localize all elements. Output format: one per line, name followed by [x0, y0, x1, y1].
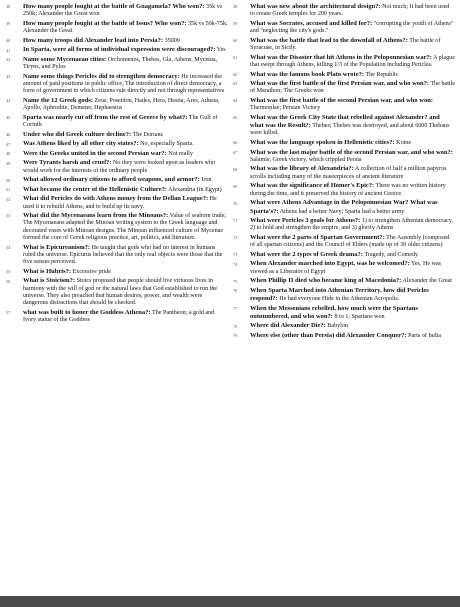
- qa-item: [6, 46, 228, 54]
- item-number: 60: [233, 38, 238, 44]
- answer-text: "corrupting the youth of Athens" and "neglecting the city's gods.": [250, 20, 454, 35]
- answer-text: 1) to strengthen Athenian democracy, 2) to hold and strengthen the empire, and 3) glorify Athens: [250, 218, 453, 232]
- item-number: 51: [6, 187, 11, 193]
- qa-item: [233, 287, 455, 304]
- item-number: 71: [233, 218, 238, 224]
- qa-item: [233, 305, 455, 322]
- question-text: What is Epicureanism?:: [23, 243, 91, 251]
- item-number: 68: [233, 166, 238, 172]
- item-number: 45: [6, 115, 11, 121]
- qa-item: [233, 199, 455, 216]
- item-number: 44: [6, 98, 11, 104]
- item-number: 55: [6, 269, 11, 275]
- question-text: When the Messenians rebelled, how much were the Spartans outnumbered, and who won?:: [250, 304, 418, 320]
- qa-item: [6, 131, 228, 139]
- question-text: What were the 2 types of Greek drama?:: [250, 250, 363, 258]
- answer-text: A collection of half a million papyrus scrolls including many of the masterpieces of ancient literature: [250, 166, 447, 180]
- question-text: What were Pericles 3 goals for Athens?:: [250, 217, 361, 225]
- answer-text: The battle of Syracuse, in Sicily.: [250, 37, 441, 52]
- item-number: 56: [6, 278, 11, 284]
- qa-item: [233, 322, 455, 330]
- item-number: 67: [233, 149, 238, 155]
- item-number: 52: [6, 196, 11, 202]
- qa-item: [6, 114, 228, 130]
- question-text: What was the battle that lead to the downfall of Athens?:: [250, 36, 408, 44]
- qa-item: [233, 149, 455, 165]
- answer-text: Iron: [199, 177, 212, 184]
- qa-item: [233, 332, 455, 340]
- question-text: What was the first battle of the first Persian war, and who won?:: [250, 80, 430, 88]
- item-number: 46: [6, 132, 11, 138]
- answer-text: Yes: [215, 47, 226, 54]
- item-number: 50: [6, 177, 11, 183]
- qa-item: [233, 37, 455, 53]
- qa-item: [6, 140, 228, 148]
- question-text: What was the last major battle of the second Persian war, and who won?:: [250, 148, 453, 156]
- qa-item: [6, 309, 228, 325]
- question-text: What were the 2 parts of Spartan Government?:: [250, 233, 385, 241]
- question-text: Where did Alexander Die?:: [250, 322, 326, 330]
- question-text: Name some Mycenaean cities:: [23, 55, 107, 63]
- question-text: How many people fought at the battle of Guagamela? Who won?:: [23, 3, 205, 10]
- answer-text: He had everyone Hide in the Athenian Acropolis.: [277, 296, 400, 303]
- answer-text: Value of seaborn trade; The Mycenaeans adapted the Minoan writing system to the Greek language and decorated vases with Minoan designs. The Minoan influenced culture of Mycenae formed the core of Greek religious practice, art, politics, and literature.: [23, 213, 226, 242]
- qa-item: [6, 176, 228, 184]
- question-text: What was the library of Alexandria?:: [250, 165, 354, 173]
- item-number: 77: [233, 305, 238, 311]
- answer-text: Alexander the Great: [401, 278, 452, 285]
- answer-text: No they were looked upon as leaders who would work for the interests of the ordinary people: [23, 160, 216, 174]
- qa-item: [6, 97, 228, 113]
- question-text: Were the Greeks united in the second Persian war?:: [23, 149, 167, 157]
- question-text: What did the Mycenaeans learn from the Minoans?:: [23, 212, 169, 220]
- qa-item: [233, 3, 455, 19]
- answer-text: Parts of India: [406, 333, 441, 339]
- answer-text: There was no written history during the time, and it preserved the history of ancient Greece.: [250, 183, 446, 197]
- answer-text: The Republic: [364, 71, 399, 78]
- question-text: What were Athens Advantage in the Peloponnesian War? What was Sparta's?:: [250, 199, 438, 215]
- question-text: Where else (other than Persia) did Alexander Conquer?:: [250, 332, 407, 339]
- answer-text: 8 to 1; Spartans won: [332, 313, 385, 320]
- answer-text: The Pantheon; a gold and Ivory statue of the Goddess: [23, 309, 215, 324]
- question-text: How many people fought at the battle of Issus? Who won?:: [23, 19, 187, 27]
- item-number: 39: [6, 21, 11, 27]
- qa-item: [6, 73, 228, 96]
- item-number: 73: [233, 252, 238, 258]
- question-text: How many troops did Alexander lead into Persia?:: [23, 36, 164, 44]
- answer-text: Tragedy, and Comedy: [362, 251, 419, 258]
- answer-text: The battle of Marathon; The Greeks won: [250, 81, 455, 95]
- answer-text: The Gulf of Corinth: [23, 114, 218, 129]
- item-number: 61: [233, 55, 238, 61]
- qa-item: [233, 234, 455, 250]
- question-text: What was the language spoken in Hellenistic cities?:: [250, 139, 395, 146]
- answer-text: Thebes; Thebes was destroyed, and about 6000 Thebans were killed.: [250, 123, 450, 137]
- qa-item: [233, 260, 455, 276]
- qa-item: [233, 114, 455, 138]
- question-text: What became the center of the Hellenistic Culture?:: [23, 185, 167, 193]
- item-number: 65: [233, 115, 238, 121]
- item-number: 74: [233, 261, 238, 267]
- item-number: 79: [233, 333, 238, 339]
- item-number: 75: [233, 278, 238, 284]
- answer-text: He taught that gods who had no interest in humans ruled the universe. Epicurus believed that the only real objects were those that the five senses perceived.: [23, 244, 223, 266]
- question-text: When Phillip II died who became king of Macedonia?:: [250, 277, 402, 285]
- qa-item: [6, 37, 228, 45]
- answer-text: 35k vs 250k; Alexander the Great won: [23, 4, 223, 18]
- item-number: 78: [233, 323, 238, 329]
- item-number: 58: [233, 4, 238, 10]
- left-column: [6, 3, 228, 326]
- item-number: 43: [6, 74, 11, 80]
- question-text: What is Hubris?:: [23, 267, 72, 275]
- answer-text: The Dorians: [131, 131, 163, 138]
- qa-item: [233, 277, 455, 285]
- question-text: Name the 12 Greek gods:: [23, 96, 93, 104]
- qa-item: [6, 150, 228, 158]
- item-number: 41: [6, 47, 11, 53]
- item-number: 38: [6, 4, 11, 10]
- answer-text: Orchomenos, Thebes, Gla, Athens, Mycenia, Tiryns, and Pylos: [23, 56, 218, 71]
- item-number: 49: [6, 160, 11, 166]
- item-number: 48: [6, 151, 11, 157]
- item-number: 42: [6, 57, 11, 63]
- qa-item: [6, 3, 228, 19]
- qa-item: [233, 20, 455, 36]
- item-number: 72: [233, 235, 238, 241]
- qa-item: [6, 277, 228, 307]
- qa-item: [6, 56, 228, 72]
- answer-text: No, especially Sparta.: [138, 141, 194, 148]
- question-text: What was the Disaster that hit Athens in the Peloponnesian war?:: [250, 53, 432, 61]
- answer-text: Babylon: [325, 323, 348, 330]
- qa-item: [233, 54, 455, 70]
- answer-text: Yes, He was viewed as a Liberator of Egypt: [250, 261, 442, 275]
- qa-item: [6, 20, 228, 36]
- question-text: What allowed ordinary citizens to afford weapons, and armor?:: [23, 176, 200, 184]
- qa-item: [6, 159, 228, 175]
- question-text: What is Stoicism?:: [23, 277, 75, 285]
- qa-item: [233, 71, 455, 79]
- qa-item: [6, 268, 228, 276]
- item-number: 54: [6, 245, 11, 251]
- right-column: [233, 3, 455, 342]
- bottom-toolbar-bar: [0, 596, 460, 607]
- question-text: When Sparta Marched into Athenian Territory, how did Pericles respond?:: [250, 286, 429, 303]
- item-number: 59: [233, 21, 238, 27]
- item-number: 63: [233, 81, 238, 87]
- answer-text: Alexandria (in Egypt): [167, 186, 222, 193]
- qa-item: [233, 139, 455, 147]
- qa-item: [233, 182, 455, 198]
- qa-item: [6, 195, 228, 211]
- qa-item: [6, 212, 228, 242]
- answer-text: Excessive pride: [71, 268, 111, 275]
- answer-text: 35k vs 50k-75k; Alexander the Great: [23, 20, 228, 35]
- item-number: 62: [233, 71, 238, 77]
- question-text: When Alexander marched into Egypt, was he welcomed?:: [250, 260, 410, 268]
- answer-text: Koine: [394, 140, 412, 146]
- item-number: 40: [6, 38, 11, 44]
- question-text: What was the first battle of the second Persian war, and who won:: [250, 96, 434, 104]
- answer-text: Zeus, Poseidon, Hades, Hera, Hestia, Ares, Athena, Apollo, Aphrodite, Demeter, Hephaestus: [23, 97, 220, 112]
- answer-text: He increased the amount of paid positions in public office, The introduction of direct democracy, a form of government in which citizens rule directly and not through representatives: [23, 73, 225, 95]
- qa-item: [233, 165, 455, 181]
- item-number: 69: [233, 183, 238, 189]
- question-text: What was the Greek City State that rebelled against Alexander? and what was the Result?:: [250, 113, 440, 130]
- question-text: What was Socrates, accused and killed for?:: [250, 19, 373, 27]
- answer-text: Stoics proposed that people should live virtuous lives in harmony with the will of god or the natural laws that God established to run the universe. They also preached that human desires, power, and wealth were dangerous distractions that should be checked.: [23, 278, 218, 307]
- item-number: 57: [6, 310, 11, 316]
- qa-item: [233, 97, 455, 113]
- question-text: In Sparta, were all forms of individual expression were discouraged?:: [23, 46, 216, 54]
- answer-text: A plague that swept through Athens, killing 1/3 of the Population including Pericles.: [250, 54, 455, 68]
- answer-text: 35000: [163, 37, 180, 44]
- item-number: 76: [233, 288, 238, 294]
- qa-item: [233, 80, 455, 96]
- answer-text: Not really: [166, 150, 193, 157]
- answer-text: Salamis; Greek victory, which crippled Persia: [250, 156, 362, 163]
- qa-item: [6, 244, 228, 267]
- answer-text: Thermoplae; Persian Victory: [250, 105, 321, 112]
- item-number: 53: [6, 213, 11, 219]
- qa-item: [233, 251, 455, 259]
- item-number: 66: [233, 140, 238, 146]
- qa-item: [233, 217, 455, 233]
- answer-text: He used it to rebuild Athens, and to build up its navy.: [23, 196, 217, 210]
- item-number: 47: [6, 141, 11, 147]
- item-number: 70: [233, 200, 238, 206]
- question-text: Under who did Greek culture decline?:: [23, 130, 132, 138]
- question-text: What was the significance of Homer's Epic?:: [250, 182, 375, 190]
- question-text: Were Tyrants harsh and cruel?:: [23, 159, 112, 167]
- answer-text: Athens had a better Navy; Sparta had a better army: [278, 208, 405, 215]
- question-text: Name some things Pericles did to strengthen democracy:: [23, 72, 180, 80]
- qa-item: [6, 186, 228, 194]
- answer-text: The Assembly (composed of all spartan citizens) and the Council of Elders (made up of 30 older citizens): [250, 234, 450, 249]
- question-text: what was built to honer the Goddess Athena?:: [23, 308, 151, 316]
- question-text: What was new about the architectural design?:: [250, 3, 381, 10]
- item-number: 64: [233, 98, 238, 104]
- question-text: Was Athens liked by all other city states?:: [23, 140, 139, 148]
- question-text: Sparta was nearly cut off from the rest of Greece by what?:: [23, 113, 188, 121]
- question-text: What was the famous book Plato wrote?:: [250, 70, 364, 78]
- question-text: What did Pericles do with Athens money from the Dellan League?:: [23, 195, 209, 203]
- answer-text: Not much; It had been used to create Greek temples for 200 years.: [250, 4, 450, 18]
